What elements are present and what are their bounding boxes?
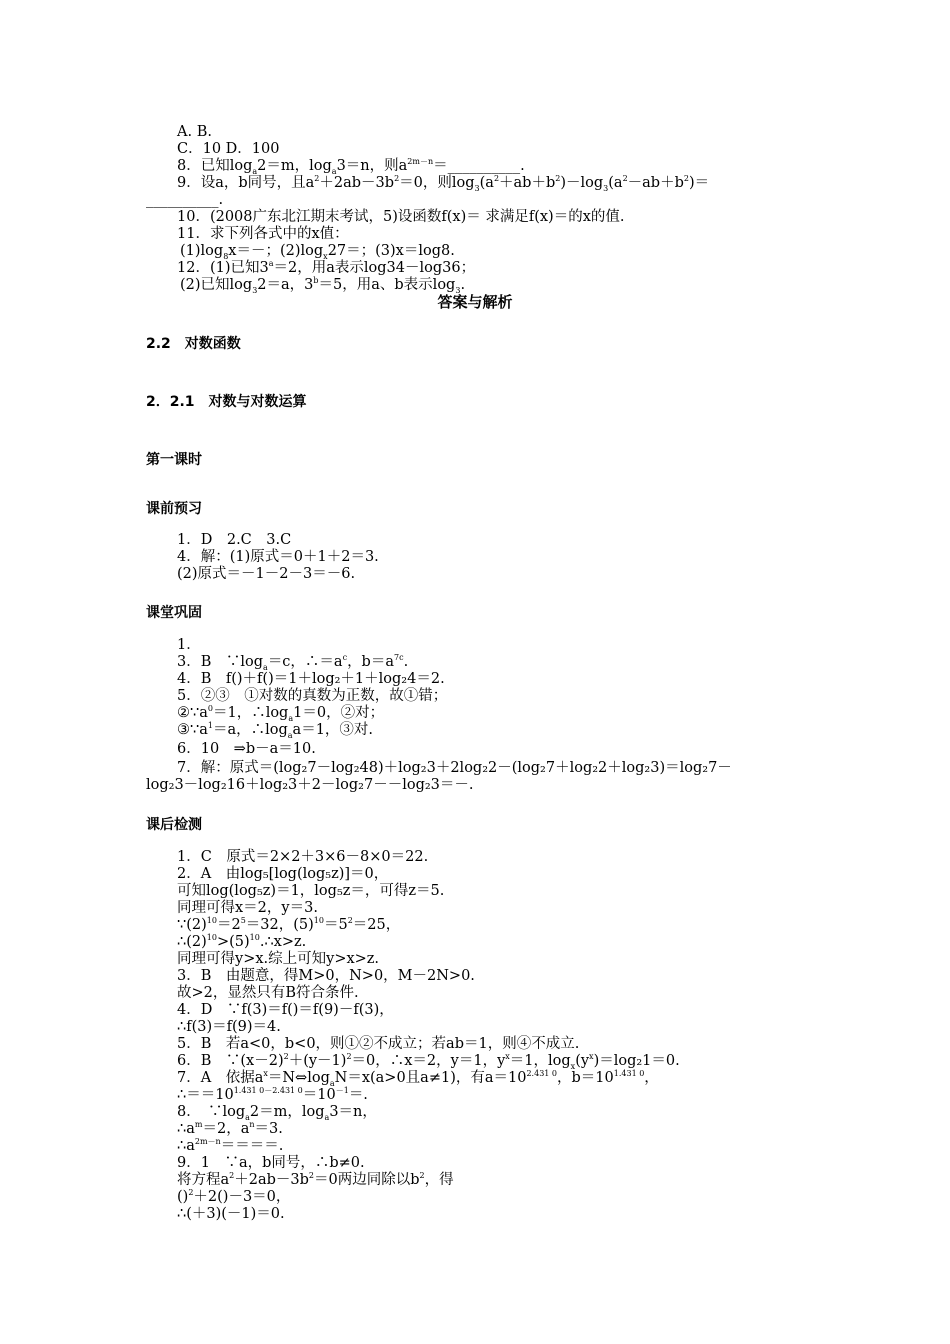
t: (a: [608, 175, 623, 191]
t: 10: [249, 933, 260, 943]
answer-line: (2)原式＝－1－2－3＝－6.: [177, 566, 356, 582]
answer-line: [177, 1070, 659, 1086]
t: ＝a，∴log: [212, 722, 288, 738]
t: ∴a: [177, 1121, 195, 1137]
t: ∴＝＝10: [177, 1087, 234, 1103]
t: 7．A 依据a: [177, 1070, 264, 1086]
t: 2: [229, 1171, 235, 1181]
answer-line: 6．10 ⇒b－a＝10.: [177, 741, 316, 757]
answer-line: 1．C 原式＝2×2＋3×6－8×0＝22.: [177, 849, 429, 865]
t: 27＝；(3)x＝log8.: [327, 243, 455, 259]
answer-line: [177, 1104, 377, 1120]
t: ②∵a: [177, 705, 208, 721]
t: 10．(2008广东北江期末考试，5)设函数f(x)＝ 求满足f(x)＝的x的值.: [177, 209, 625, 225]
question-7-options-cd: [177, 141, 279, 157]
answer-line: [177, 1087, 368, 1103]
question-11: [177, 226, 349, 242]
answer-line: [177, 1138, 283, 1154]
t: 2: [347, 916, 353, 926]
t: ③∵a: [177, 722, 208, 738]
text: A. B.: [177, 124, 212, 140]
t: ＝2: [216, 917, 241, 933]
question-10: [177, 209, 625, 225]
t: ＝25，: [352, 917, 401, 933]
t: m: [194, 1120, 203, 1130]
t: )－log: [560, 175, 604, 191]
t: a＝1，③对.: [292, 722, 374, 738]
t: ＝1，∴log: [212, 705, 289, 721]
t: ，b＝a: [347, 654, 394, 670]
answer-line: [177, 705, 384, 721]
question-9-blank: [146, 192, 223, 208]
t: 2: [394, 174, 400, 184]
t: ＝0，∴x＝2，y＝1，y: [351, 1053, 506, 1069]
t: ＋ab＋b: [499, 175, 556, 191]
t: x: [570, 1061, 576, 1071]
t: 2m－n: [407, 157, 434, 167]
t: 8．已知log: [177, 158, 253, 174]
t: 8． ∵log: [177, 1104, 246, 1120]
answer-line: 1．D 2.C 3.C: [177, 532, 292, 548]
t: ＝5，用a、b表示log: [318, 277, 456, 293]
t: ＋2ab－3b: [234, 1172, 309, 1188]
question-9: [177, 175, 709, 191]
t: 12．(1)已知3: [177, 260, 269, 276]
t: 2: [283, 1052, 289, 1062]
t: a: [263, 662, 268, 672]
t: a: [324, 1112, 330, 1122]
answer-line: 2．A 由log₅[log(log₅z)]＝0，: [177, 866, 389, 882]
t: 2＝m，log: [257, 158, 332, 174]
classroom-heading: 课堂巩固: [146, 605, 202, 621]
t: ，b＝10: [557, 1070, 614, 1086]
question-7-options-ab: [177, 124, 212, 140]
answer-line: ∴(＋3)(－1)＝0.: [177, 1206, 285, 1222]
answer-line: 可知log(log₅z)＝1，log₅z＝，可得z＝5.: [177, 883, 445, 899]
t: －ab＋b: [627, 175, 684, 191]
t: 6．B ∵(x－2): [177, 1053, 284, 1069]
t: (2)已知log: [180, 277, 253, 293]
t: 3＝n，: [329, 1104, 377, 1120]
t: ＝10: [302, 1087, 336, 1103]
t: c: [342, 653, 348, 663]
t: ＝N⇔log: [267, 1070, 330, 1086]
question-11-parts: [180, 243, 455, 259]
t: .: [460, 277, 466, 293]
t: ＝2，用a表示log34－log36；: [273, 260, 476, 276]
t: ＝5: [323, 917, 348, 933]
t: 11．求下列各式中的x值：: [177, 226, 349, 242]
answer-line: [177, 1053, 680, 1069]
t: x: [323, 251, 328, 261]
t: a: [331, 166, 337, 176]
t: 2.431 0: [526, 1069, 558, 1079]
t: .∴x>z.: [259, 934, 307, 950]
answer-line: 4．解：(1)原式＝0＋1＋2＝3.: [177, 549, 379, 565]
answer-line: log₂3－log₂16＋log₂3＋2－log₂7－－log₂3＝－.: [146, 777, 474, 793]
t: )＝: [688, 175, 710, 191]
t: x: [505, 1052, 510, 1062]
answer-line: 4．D ∵f(3)＝f()＝f(9)－f(3)，: [177, 1002, 394, 1018]
question-12-1: [177, 260, 475, 276]
t: ＝32，(5): [245, 917, 314, 933]
question-8: [177, 158, 525, 174]
t: x: [589, 1052, 594, 1062]
t: ＋(y－1): [288, 1053, 347, 1069]
t: ＝3.: [254, 1121, 283, 1137]
t: ∴a: [177, 1138, 195, 1154]
t: 1.431 0: [613, 1069, 645, 1079]
t: 2＝m，log: [249, 1104, 325, 1120]
t: ∵(2): [177, 917, 207, 933]
t: 8: [223, 251, 229, 261]
t: 2: [493, 174, 500, 184]
answer-line: 5．B 若a<0，b<0，则①②不成立；若ab＝1，则④不成立.: [177, 1036, 580, 1052]
t: 3: [474, 183, 480, 193]
t: 2m－n: [194, 1137, 221, 1147]
answer-line: [177, 917, 400, 933]
t: 2: [308, 1171, 315, 1181]
t: __________.: [146, 192, 224, 208]
t: (a: [479, 175, 494, 191]
answer-line: [177, 1189, 290, 1205]
t: 3: [455, 285, 461, 295]
t: －1: [335, 1086, 349, 1096]
answer-line: 同理可得y>x.综上可知y>x>z.: [177, 951, 380, 967]
t: 5: [240, 916, 246, 926]
answer-line: [177, 1121, 283, 1137]
answer-line: 故>2，显然只有B符合条件.: [177, 985, 359, 1001]
answer-line: 4．B f()＋f()＝1＋log₂＋1＋log₂4＝2.: [177, 671, 445, 687]
t: 1: [207, 721, 213, 731]
t: a: [268, 259, 274, 269]
answer-line: [177, 1172, 454, 1188]
answer-line: [177, 722, 373, 738]
t: ＋2()－3＝0，: [193, 1189, 291, 1205]
t: 9．设a，b同号，且a: [177, 175, 315, 191]
t: 1.431 0－2.431 0: [233, 1086, 303, 1096]
t: )＝log₂1＝0.: [593, 1053, 680, 1069]
t: 3．B ∵log: [177, 654, 264, 670]
t: 0: [207, 704, 213, 714]
t: ＋2ab－3b: [319, 175, 395, 191]
t: ＝.: [348, 1087, 368, 1103]
section-heading: 2.2 对数函数: [146, 336, 241, 352]
t: x: [263, 1069, 268, 1079]
t: 10: [206, 916, 217, 926]
t: n: [249, 1120, 255, 1130]
answers-title: 答案与解析: [437, 293, 513, 311]
t: 1＝0，②对；: [293, 705, 385, 721]
t: ，得: [424, 1172, 454, 1188]
t: 10: [313, 916, 324, 926]
t: 2: [188, 1188, 194, 1198]
t: 2＝a，3: [257, 277, 314, 293]
text: C．10 D．100: [177, 141, 280, 157]
t: N＝x(a>0且a≠1)，有a＝10: [334, 1070, 527, 1086]
t: ＝＝＝＝.: [220, 1138, 284, 1154]
answer-line: 7．解：原式＝(log₂7－log₂48)＋log₂3＋2log₂2－(log₂7＋log₂2＋log₂3)＝log₂7－: [177, 760, 732, 776]
t: 2: [419, 1171, 425, 1181]
subsection-heading: 2．2.1 对数与对数运算: [146, 394, 307, 410]
t: ＝__________.: [433, 158, 525, 174]
t: 2: [622, 174, 628, 184]
t: >(5): [216, 934, 250, 950]
t: 2: [346, 1052, 352, 1062]
t: 10: [206, 933, 217, 943]
t: ＝2，a: [202, 1121, 250, 1137]
answer-line: ∴f(3)＝f(9)＝4.: [177, 1019, 281, 1035]
t: ＝1，log: [509, 1053, 571, 1069]
answer-line: 1．: [177, 637, 201, 653]
lesson-heading: 第一课时: [146, 452, 202, 468]
t: 3: [603, 183, 609, 193]
preview-heading: 课前预习: [146, 501, 202, 517]
t: 3: [252, 285, 258, 295]
t: a: [252, 166, 258, 176]
answer-line: 3．B 由题意，得M>0，N>0，M－2N>0.: [177, 968, 475, 984]
answer-line: 5．②③ ①对数的真数为正数，故①错；: [177, 688, 448, 704]
t: a: [245, 1112, 250, 1122]
answer-line: 同理可得x＝2，y＝3.: [177, 900, 318, 916]
t: ＝0两边同除以b: [314, 1172, 420, 1188]
t: ∴(2): [177, 934, 207, 950]
t: 2: [314, 174, 320, 184]
after-class-heading: 课后检测: [146, 817, 202, 833]
t: 3＝n，则a: [336, 158, 408, 174]
t: 7c: [394, 653, 404, 663]
answer-line: [177, 934, 306, 950]
t: (): [177, 1189, 189, 1205]
t: b: [313, 276, 319, 286]
t: (1)log: [180, 243, 224, 259]
t: a: [287, 730, 293, 740]
t: 将方程a: [177, 1172, 230, 1188]
answer-line: [177, 654, 408, 670]
t: ，: [644, 1070, 659, 1086]
t: ＝0，则log: [399, 175, 475, 191]
t: a: [288, 713, 294, 723]
t: x＝－；(2)log: [228, 243, 324, 259]
t: 2: [555, 174, 561, 184]
t: (y: [575, 1053, 590, 1069]
answer-line: 9．1 ∵a，b同号，∴b≠0.: [177, 1155, 365, 1171]
t: .: [403, 654, 409, 670]
t: ＝c，∴＝a: [267, 654, 343, 670]
t: 2: [683, 174, 689, 184]
t: a: [329, 1078, 335, 1088]
